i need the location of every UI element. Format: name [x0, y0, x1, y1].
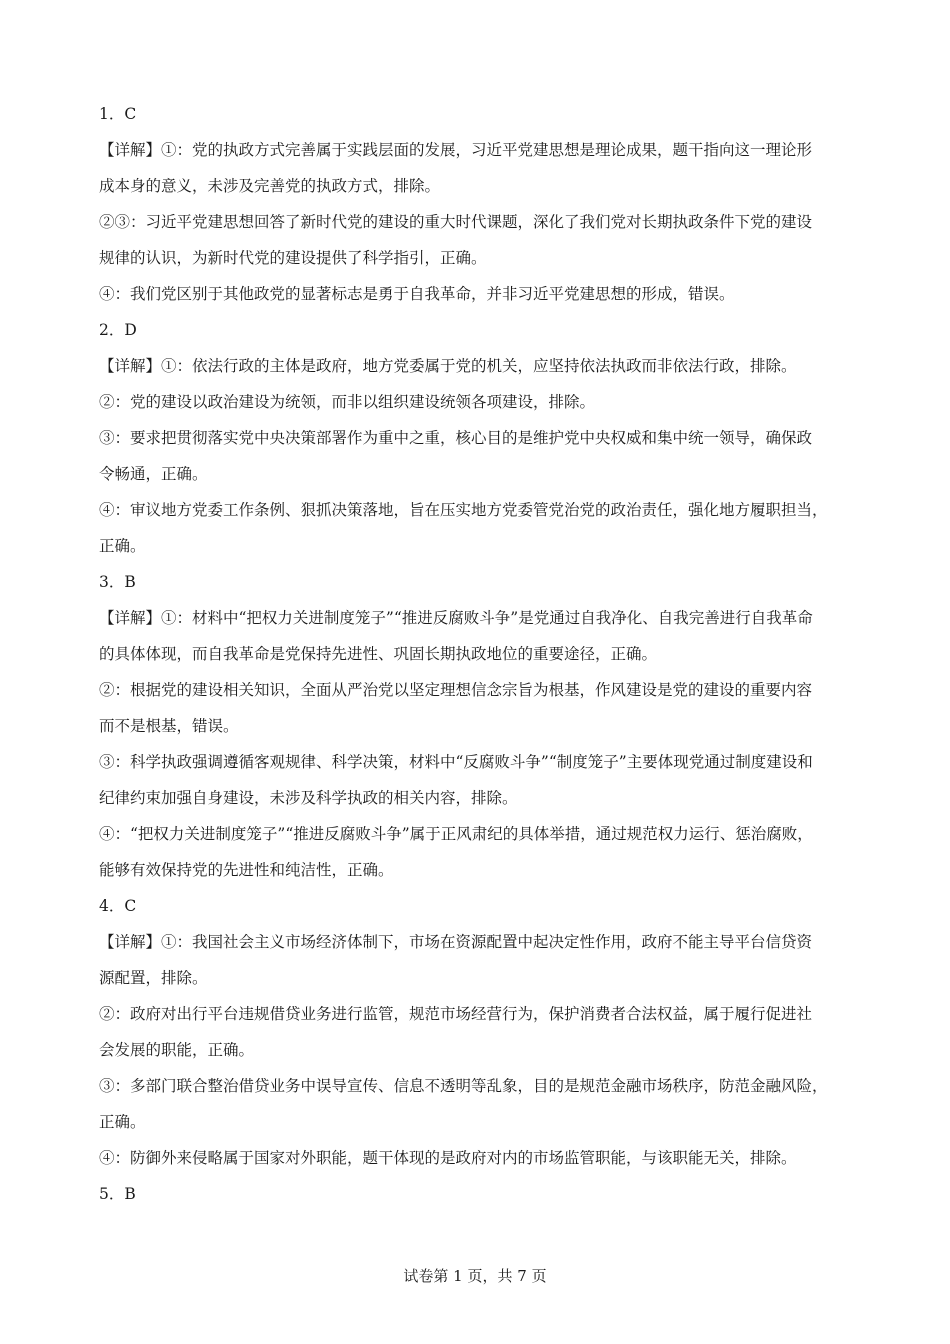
explanation-line: 能够有效保持党的先进性和纯洁性，正确。: [99, 861, 394, 879]
explanation-line: 正确。: [99, 537, 146, 555]
question-number: 4．C: [99, 897, 137, 915]
explanation-line: ③：多部门联合整治借贷业务中误导宣传、信息不透明等乱象，目的是规范金融市场秩序，防范金融风险，: [99, 1077, 828, 1095]
explanation-line: ④：审议地方党委工作条例、狠抓决策落地，旨在压实地方党委管党治党的政治责任，强化地方履职担当，: [99, 501, 828, 519]
question-block-5: [99, 1176, 863, 1212]
question-number: 3．B: [99, 573, 136, 591]
explanation-line: ④：防御外来侵略属于国家对外职能，题干体现的是政府对内的市场监管职能，与该职能无关，排除。: [99, 1149, 797, 1167]
question-number: 5．B: [99, 1185, 136, 1203]
explanation-line: 令畅通，正确。: [99, 465, 208, 483]
answer-content: [99, 96, 863, 1212]
explanation-line: 【详解】①：我国社会主义市场经济体制下，市场在资源配置中起决定性作用，政府不能主导平台信贷资: [99, 933, 813, 951]
explanation-line: ②③：习近平党建思想回答了新时代党的建设的重大时代课题，深化了我们党对长期执政条件下党的建设: [99, 213, 813, 231]
explanation-line: ④：“把权力关进制度笼子”“推进反腐败斗争”属于正风肃纪的具体举措，通过规范权力运行、惩治腐败，: [99, 825, 813, 843]
question-block-2: [99, 312, 863, 564]
explanation-line: ②：政府对出行平台违规借贷业务进行监管，规范市场经营行为，保护消费者合法权益，属于履行促进社: [99, 1005, 813, 1023]
question-block-1: [99, 96, 863, 312]
explanation-line: 的具体体现，而自我革命是党保持先进性、巩固长期执政地位的重要途径，正确。: [99, 645, 658, 663]
explanation-line: 规律的认识，为新时代党的建设提供了科学指引，正确。: [99, 249, 487, 267]
explanation-line: 【详解】①：党的执政方式完善属于实践层面的发展，习近平党建思想是理论成果，题干指向这一理论形: [99, 141, 813, 159]
explanation-line: ③：要求把贯彻落实党中央决策部署作为重中之重，核心目的是维护党中央权威和集中统一领导，确保政: [99, 429, 813, 447]
question-block-4: [99, 888, 863, 1176]
explanation-line: 正确。: [99, 1113, 146, 1131]
explanation-line: 源配置，排除。: [99, 969, 208, 987]
explanation-line: ③：科学执政强调遵循客观规律、科学决策，材料中“反腐败斗争”“制度笼子”主要体现党通过制度建设和: [99, 753, 813, 771]
explanation-line: ④：我们党区别于其他政党的显著标志是勇于自我革命，并非习近平党建思想的形成，错误。: [99, 285, 735, 303]
explanation-line: 【详解】①：依法行政的主体是政府，地方党委属于党的机关，应坚持依法执政而非依法行政，排除。: [99, 357, 797, 375]
explanation-line: 而不是根基，错误。: [99, 717, 239, 735]
question-number: 2．D: [99, 321, 137, 339]
explanation-line: 纪律约束加强自身建设，未涉及科学执政的相关内容，排除。: [99, 789, 518, 807]
explanation-line: ②：根据党的建设相关知识，全面从严治党以坚定理想信念宗旨为根基，作风建设是党的建设的重要内容: [99, 681, 813, 699]
question-block-3: [99, 564, 863, 888]
explanation-line: 会发展的职能，正确。: [99, 1041, 255, 1059]
explanation-line: 成本身的意义，未涉及完善党的执政方式，排除。: [99, 177, 441, 195]
explanation-line: 【详解】①：材料中“把权力关进制度笼子”“推进反腐败斗争”是党通过自我净化、自我完善进行自我革命: [99, 609, 813, 627]
explanation-line: ②：党的建设以政治建设为统领，而非以组织建设统领各项建设，排除。: [99, 393, 596, 411]
page-footer: 试卷第 1 页，共 7 页: [403, 1267, 547, 1285]
question-number: 1．C: [99, 105, 137, 123]
